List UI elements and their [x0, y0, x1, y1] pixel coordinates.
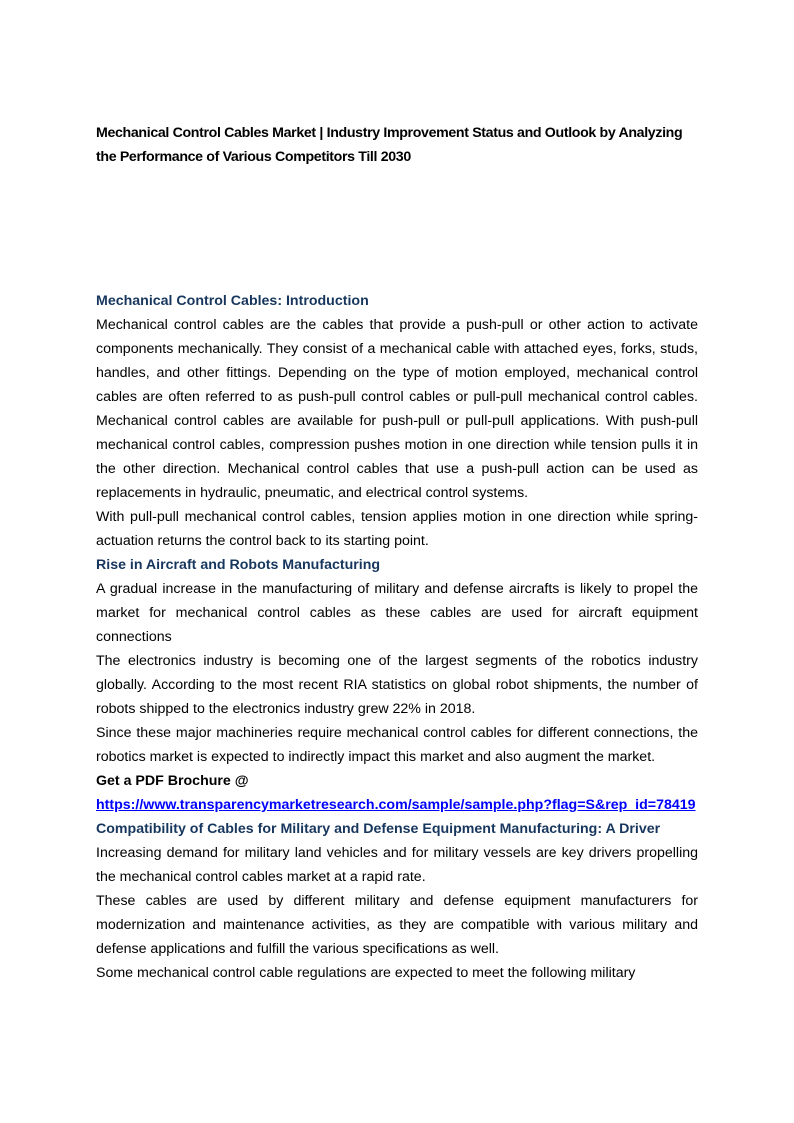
paragraph: With pull-pull mechanical control cables, tension applies motion in one direction while spring-actuation returns the control back to its starting point. — [96, 509, 698, 549]
paragraph: Mechanical control cables are the cables that provide a push-pull or other action to activate components mechanically. They consist of a mechanical cable with attached eyes, forks, studs, handles, and other fittings. Depending on the type of motion employed, mechanical control cables are often referred to as push-pull control cables or pull-pull mechanical control cables. Mechanical control cables are available for push-pull or pull-pull applications. With push-pull mechanical control cables, compression pushes motion in one direction while tension pulls it in the other direction. Mechanical control cables that use a push-pull action can be used as replacements in hydraulic, pneumatic, and electrical control systems. — [96, 317, 698, 501]
section-heading-rise: Rise in Aircraft and Robots Manufacturing — [96, 557, 381, 573]
section-heading-brochure: Get a PDF Brochure @ — [96, 773, 249, 789]
paragraph: The electronics industry is becoming one of the largest segments of the robotics industry globally. According to the most recent RIA statistics on global robot shipments, the number of robots shipped to the electronics industry grew 22% in 2018. — [96, 653, 698, 717]
brochure-link[interactable]: https://www.transparencymarketresearch.com/sample/sample.php?flag=S&rep_id=78419 — [96, 797, 696, 813]
document-body — [96, 289, 698, 985]
section-heading-introduction: Mechanical Control Cables: Introduction — [96, 293, 369, 309]
paragraph: These cables are used by different military and defense equipment manufacturers for modernization and maintenance activities, as they are compatible with various military and defense applications and fulfill the various specifications as well. — [96, 893, 698, 957]
section-heading-compatibility: Compatibility of Cables for Military and Defense Equipment Manufacturing: A Driver — [96, 821, 661, 837]
paragraph: Since these major machineries require mechanical control cables for different connections, the robotics market is expected to indirectly impact this market and also augment the market. — [96, 725, 698, 765]
document-title: Mechanical Control Cables Market | Industry Improvement Status and Outlook by Analyzing the Performance of Various Competitors Till 2030 — [96, 125, 683, 165]
paragraph: Increasing demand for military land vehicles and for military vessels are key drivers propelling the mechanical control cables market at a rapid rate. — [96, 845, 698, 885]
paragraph: Some mechanical control cable regulations are expected to meet the following military — [96, 965, 636, 981]
paragraph: A gradual increase in the manufacturing of military and defense aircrafts is likely to propel the market for mechanical control cables as these cables are used for aircraft equipment connections — [96, 581, 698, 645]
